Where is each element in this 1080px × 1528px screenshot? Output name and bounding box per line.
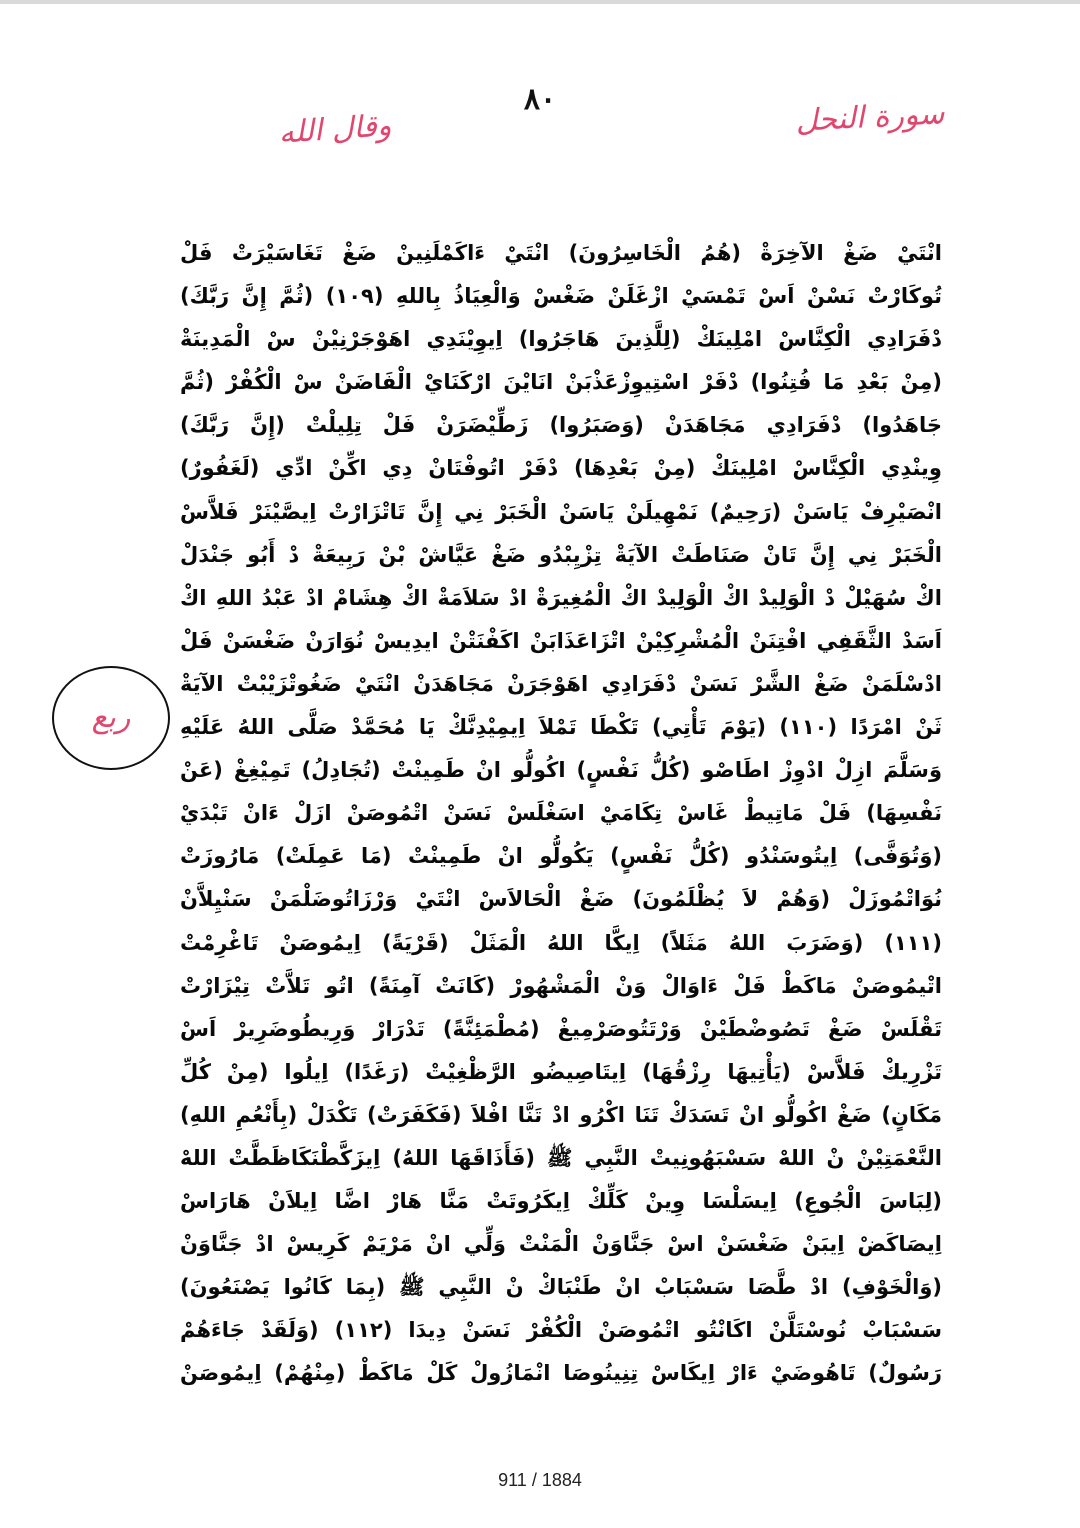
- text-line: اَسَدْ الثَّقَفِي افْتِنَنْ الْمُشْرِكِيْنْ اتْزَاعَذَابَنْ اكَفْنَتْنْ ايدِيسْ نُوَارَنْ ضَغْسَنْ فَلْ: [180, 628, 942, 653]
- text-line: (وَالْخَوْفِ) ادْ طَّصَا سَسْبَابْ انْ طَنْبَاكْ نْ النَّبِي ﷺ (بِمَا كَانُوا يَصْنَعُونَ): [180, 1275, 942, 1300]
- text-line: وَسَلَّمَ ازِلْ ادْوِزْ اطَاصْو (كُلُّ نَفْسٍ) اكُولُّو انْ طَمِينْتْ (تُجَادِلُ) تَمِيْغِغْ (عَنْ: [180, 758, 942, 783]
- page-number: ٨٠: [523, 82, 557, 117]
- text-line: ثَنْ امْرَدًا (١١٠) (يَوْمَ تَأْتِي) تَكْطَا تَمْلاَ اِيمِيْدِنَّكْ يَا مُحَمَّدْ صَلَّى اللهُ عَلَيْهِ: [180, 715, 942, 740]
- text-line: انْتَيْ ضَغْ الآخِرَةْ (هُمُ الْخَاسِرُونَ) انْتَيْ ءَاكَمْلَنِينْ ضَغْ تَغَاسَيْرَتْ فَلْ: [180, 241, 942, 265]
- text-line: اكْ سُهَيْلْ دْ الْوَلِيدْ اكْ الْوَلِيدْ اكْ الْمُغِيرَةْ ادْ سَلاَمَةْ اكْ هِشَامْ ادْ عَبْدُ اللهِ اكْ: [180, 585, 942, 610]
- text-line: مَكَانٍ) ضَغْ اكُولُّو انْ تَسَدَكْ تَنَا اكْرُو ادْ تَنَّا افْلاَ (فَكَفَرَتْ) تَكْدَلْ (بِأَنْعُمِ اللهِ): [180, 1102, 942, 1127]
- text-line: تَزْرِيكْ فَلاَّسْ (يَأْتِيهَا رِزْقُهَا) اِيتَاصِيضُو الرَّظْغِيْتْ (رَغَدًا) اِيلُوا (مِنْ كُلِّ: [180, 1059, 942, 1084]
- text-line: تَقْلَسْ ضَغْ تَصُوضْطَيْنْ وَرْتَتُوصَرْمِيغْ (مُطْمَئِنَّةً) تَدْرَارْ وَرِيطُوضَرِيرْ اَسْ: [180, 1016, 942, 1041]
- text-line: اتْيمُوصَنْ مَاكَطْ فَلْ ءَاوَالْ وَنْ الْمَشْهُورْ (كَانَتْ آمِنَةً) اتُو تَلاَّتْ تِيْزَارْتْ: [180, 973, 942, 998]
- text-line: (مِنْ بَعْدِ مَا فُتِنُوا) دْفَرْ اسْتِيوِزْعَذْبَنْ انَايْنَ ارْكَنَايْ الْفَاضَنْ سْ الْكُفْرْ (ثُمَّ: [180, 370, 942, 395]
- text-line: اِيصَاكَضْ اِيبَنْ ضَغْسَنْ اسْ جَنَّاوَنْ الْمَنْتْ وَلِّي انْ مَرْيَمْ كَرِيسْ ادْ جَنَّاوَنْ: [180, 1232, 942, 1257]
- text-line: جَاهَدُوا) دْفَرَادِي مَجَاهَدَنْ (وَصَبَرُوا) زَطِّيْضَرَنْ فَلْ تِلِيلْتْ (إِنَّ رَبَّكَ): [180, 413, 942, 438]
- pagination-indicator: 911 / 1884: [498, 1470, 582, 1490]
- handwritten-note-left: وقال الله: [277, 108, 393, 151]
- text-line: (وَتُوَفَّى) اِيتُوسَنْدُو (كُلُّ نَفْسٍ) يَكُولُّو انْ طَمِينْتْ (مَا عَمِلَتْ) مَارُوزَتْ: [180, 844, 942, 869]
- text-line: الْخَبَرْ نِي إِنَّ تَانْ صَنَاطَتْ الآيَةْ تِزْيِبْدُو ضَغْ عَيَّاشْ بْنْ رَبِيعَةْ دْ أَبُو جَنْدَلْ: [180, 542, 942, 567]
- arabic-text-body: [180, 232, 942, 1396]
- text-line: نَفْسِهَا) فَلْ مَاتِيطْ غَاسْ تِكَامَيْ اسَغْلَسْ نَسَنْ اتْمُوصَنْ ازَلْ ءَانْ تَبْدَيْ: [180, 801, 942, 826]
- text-line: ادْسْلَمَنْ ضَغْ الشَّرْ نَسَنْ دْفَرَادِي اهَوْجَرَنْ مَجَاهَدَنْ انْتَيْ ضَغُوتْزَيْبْتْ الآيَةْ: [180, 671, 942, 696]
- text-line: رَسُولٌ) تَاهُوضَيْ ءَارْ اِيكَاسْ تِنِينُوصَا انْمَازُولْ كَلْ مَاكَطْ (مِنْهُمْ) اِيمُوصَنْ: [180, 1361, 942, 1386]
- text-line: النَّعْمَتِيْنْ نْ اللهْ سَسْبَهُونِيتْ النَّبِي ﷺ (فَأَذَاقَهَا اللهُ) اِيزَكَّطْنَكَاظَطَّتْ اللهْ: [180, 1145, 942, 1170]
- text-line: (١١١) (وَضَرَبَ اللهُ مَثَلاً) اِيكَّا اللهُ الْمَثَلْ (قَرْيَةً) اِيمُوصَنْ تَاغْرِمْتْ: [180, 930, 942, 955]
- rub-margin-label: ربع: [91, 700, 131, 735]
- text-line: انْصَيْرِفْ يَاسَنْ (رَحِيمٌ) نَمْهِيلَنْ يَاسَنْ الْخَبَرْ نِي إِنَّ تَاتْزَارْتْ اِيصَّيْنَرْ فَلاَّسْ: [180, 499, 942, 524]
- handwritten-surah-title: سورة النحل: [794, 96, 946, 139]
- scan-top-edge: [0, 0, 1080, 4]
- text-line: وِينْدِي الْكِنَّاسْ امْلِينَكْ (مِنْ بَعْدِهَا) دْفَرْ اتُوفْتَانْ دِي اكِّنْ ادِّي (لَغَفُورٌ): [180, 456, 942, 481]
- text-line: سَسْبَابْ نُوسْتَلَّنْ اكَانْتُو اتْمُوصَنْ الْكُفْرْ نَسَنْ دِيدَا (١١٢) (وَلَقَدْ جَاءَهُمْ: [180, 1318, 942, 1343]
- text-line: دْفَرَادِي الْكِنَّاسْ امْلِينَكْ (لِلَّذِينَ هَاجَرُوا) اِيوِيْنَدِي اهَوْجَرْنِيْنْ سْ الْمَدِينَةْ: [180, 327, 942, 352]
- text-line: تُوكَارْتْ نَسْنْ اَسْ تَمْسَيْ ازْغَلَنْ ضَغْسْ وَالْعِيَاذُ بِاللهِ (١٠٩) (ثُمَّ إِنَّ رَبَّكَ): [180, 284, 942, 309]
- text-line: نُوَاتْمُوزَلْ (وَهُمْ لاَ يُظْلَمُونَ) ضَغْ الْحَالاَسْ انْتَيْ وَرْزَاتُوضَلْمَنْ سَنْيِلاَّنْ: [180, 887, 942, 912]
- text-line: (لِبَاسَ الْجُوعِ) اِيسَلْسَا وِينْ كَلِّكْ اِيكَرُوتَتْ مَنَّا هَارْ اضَّا اِيلاَنْ هَارَاسْ: [180, 1189, 942, 1214]
